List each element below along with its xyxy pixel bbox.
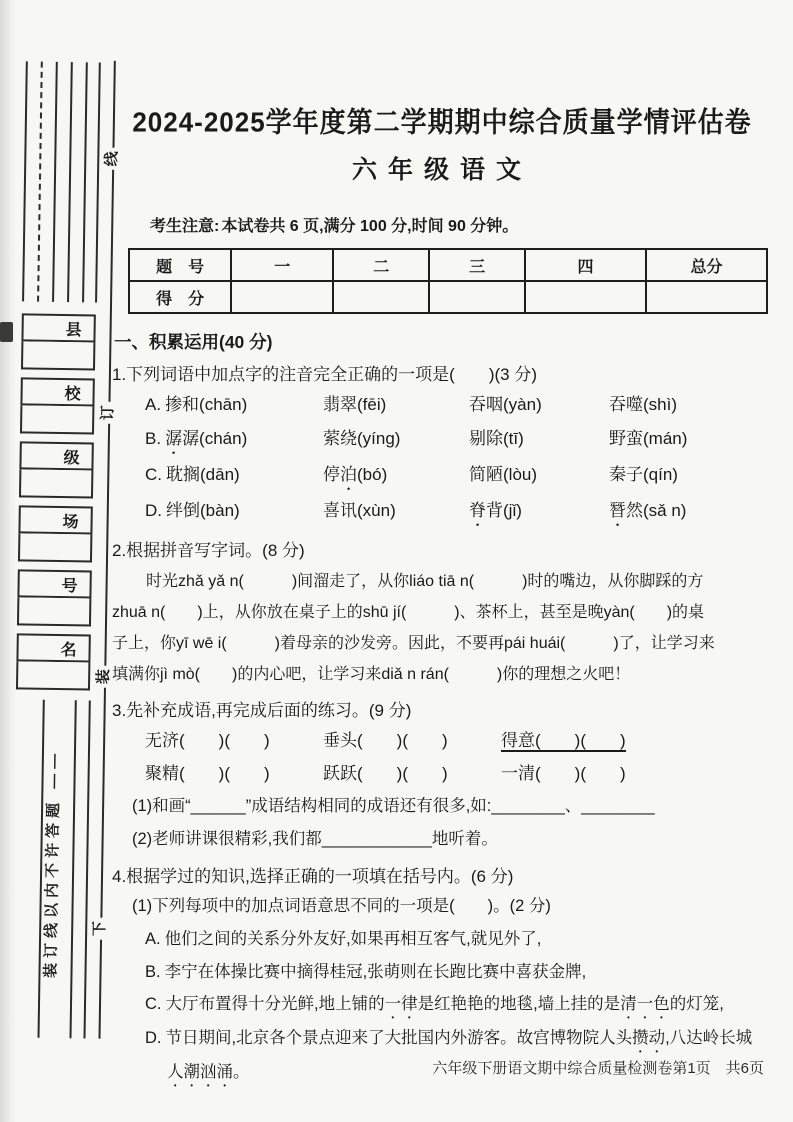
candidate-notice: [150, 213, 772, 236]
option-label: B.: [145, 429, 162, 448]
notice-text: 本试卷共 6 页,满分 100 分,时间 90 分钟。: [221, 218, 519, 235]
field-label: 场: [18, 505, 92, 534]
option-text: 节日期间,北京各个景点迎来了大批国内外游客。故宫博物院人头攒动,八达岭长城: [165, 1029, 753, 1047]
question-4-option-c: [145, 988, 772, 1022]
field-label: 县: [21, 313, 95, 342]
field-blank: [20, 405, 94, 434]
margin-field-room: [18, 505, 93, 562]
field-blank: [18, 533, 92, 562]
word-pinyin: 野蛮(mán): [609, 429, 688, 448]
score-table-cell: 二: [333, 249, 429, 281]
option-label: C.: [145, 465, 162, 484]
page-subtitle: 六年级语文: [351, 156, 532, 184]
score-table-cell: 题 号: [129, 249, 231, 281]
word-pinyin: 脊背(jǐ): [469, 501, 522, 520]
field-blank: [16, 661, 90, 690]
option-text: 大厅布置得十分光鲜,地上铺的一律是红艳艳的地毯,墙上挂的是清一色的灯笼,: [165, 995, 724, 1013]
margin-field-name: [16, 633, 91, 690]
question-4-option-a: [145, 923, 772, 956]
score-table-cell: 得 分: [129, 281, 231, 313]
fold-line-char-xia: 下: [90, 918, 110, 940]
option-label: C.: [145, 995, 162, 1013]
score-table-empty-cell: [646, 281, 767, 313]
field-label: 校: [20, 377, 94, 406]
option-text: 李宁在体操比赛中摘得桂冠,张萌则在长跑比赛中喜获金牌,: [164, 962, 587, 981]
option-label: A.: [145, 395, 162, 414]
idiom-blank: 一清( )( ): [501, 764, 626, 783]
margin-rule-line: [52, 62, 58, 302]
word-pinyin: 翡翠(fēi): [323, 395, 387, 414]
word-pinyin: 停泊(bó): [323, 465, 388, 484]
question-3-idiom-row-2: [145, 757, 772, 790]
word-pinyin: 剔除(tī): [469, 429, 524, 448]
option-cell: [145, 388, 323, 422]
section-1-heading: 一、积累运用(40 分): [114, 332, 273, 352]
score-table-cell: 总分: [646, 249, 767, 281]
exam-content: [112, 0, 772, 1090]
binding-warning-text: 装订线以内不许答题 ——: [42, 748, 64, 979]
question-1-option-row-b: [145, 422, 772, 458]
option-label: D.: [145, 1029, 162, 1047]
question-2-passage: [112, 566, 772, 690]
field-blank: [17, 597, 91, 626]
margin-rule-line: [83, 700, 90, 1038]
word-pinyin: 秦子(qín): [609, 465, 678, 484]
notice-label: 考生注意:: [150, 218, 220, 235]
word-pinyin: 绊倒(bàn): [166, 501, 240, 520]
score-table: [128, 248, 768, 314]
score-table-empty-cell: [429, 281, 525, 313]
question-4-stem: 4.根据学过的知识,选择正确的一项填在括号内。(6 分): [112, 867, 514, 886]
word-pinyin: 吞噬(shì): [609, 395, 677, 414]
option-cell: [145, 458, 323, 494]
margin-rule-line: [95, 63, 101, 303]
question-1-stem: 1.下列词语中加点字的注音完全正确的一项是( )(3 分): [112, 365, 537, 384]
score-table-cell: 三: [429, 249, 525, 281]
fold-line-char-ding: 订: [98, 402, 118, 424]
passage-line: 子上，你yī wē i( )着母亲的沙发旁。因此，不要再pái huái( )了，让学习来: [112, 635, 715, 652]
field-label: 级: [19, 441, 93, 470]
score-table-empty-cell: [231, 281, 333, 313]
margin-field-school: [20, 377, 95, 434]
word-pinyin: 掺和(chān): [165, 395, 248, 414]
passage-line: zhuā n( )上，从你放在桌子上的shū jí( )、茶杯上，甚至是晚yàn( )的桌: [112, 604, 705, 621]
field-blank: [21, 341, 95, 370]
question-4-option-d: [145, 1022, 772, 1056]
score-table-empty-cell: [525, 281, 646, 313]
margin-rule-line: [67, 62, 73, 302]
question-2-stem: 2.根据拼音写字词。(8 分): [112, 541, 305, 560]
score-table-cell: 四: [525, 249, 646, 281]
option-text: 人潮汹涌。: [167, 1063, 250, 1081]
score-table-empty-cell: [333, 281, 429, 313]
field-label: 号: [17, 569, 91, 598]
word-pinyin: 萦绕(yíng): [323, 429, 401, 448]
score-table-header-row: [129, 249, 767, 281]
question-3-sub-2: (2)老师讲课很精彩,我们都____________地听着。: [132, 830, 498, 848]
word-pinyin: 喜讯(xùn): [323, 501, 396, 520]
passage-line: 填满你jì mò( )的内心吧，让学习来diǎ n rán( )你的理想之火吧！: [112, 666, 631, 683]
margin-field-number: [17, 569, 92, 626]
question-3-idiom-row-1: [145, 724, 772, 757]
question-3-stem: 3.先补充成语,再完成后面的练习。(9 分): [112, 701, 412, 720]
question-4-sub-1: (1)下列每项中的加点词语意思不同的一项是( )。(2 分): [132, 897, 551, 915]
margin-rule-line: [69, 700, 76, 1038]
idiom-blank: 无济( )( ): [145, 731, 270, 750]
option-cell: [145, 494, 323, 530]
field-blank: [19, 469, 93, 498]
fold-line-char-zhuang: 装: [94, 666, 114, 688]
word-pinyin: 简陋(lòu): [469, 465, 538, 484]
page-footer: 六年级下册语文期中综合质量检测卷第1页 共6页: [432, 1060, 764, 1077]
student-info-fields: [16, 313, 96, 698]
field-label: 名: [16, 633, 90, 662]
fold-line-char-xian: 线: [102, 148, 122, 170]
margin-rule-line: [82, 62, 88, 302]
idiom-blank: 垂头( )( ): [323, 731, 448, 750]
question-3-sub-1: (1)和画“______”成语结构相同的成语还有很多,如:________、________: [132, 797, 655, 815]
margin-field-county: [21, 313, 96, 370]
idiom-blank: 聚精( )( ): [145, 764, 270, 783]
question-1-option-row-a: [145, 388, 772, 422]
option-cell: [145, 422, 323, 458]
word-pinyin: 耽搁(dān): [166, 465, 240, 484]
option-label: D.: [145, 501, 162, 520]
word-pinyin: 吞咽(yàn): [469, 395, 542, 414]
word-pinyin: 潺潺(chán): [165, 429, 248, 448]
page-title: 2024-2025学年度第二学期期中综合质量学情评估卷: [132, 106, 752, 138]
score-table-score-row: [129, 281, 767, 313]
option-label: B.: [145, 962, 161, 981]
passage-line: 时光zhǎ yǎ n( )间溜走了，从你liáo tiā n( )时的嘴边，从你脚踩的方: [146, 573, 704, 590]
option-text: 他们之间的关系分外友好,如果再相互客气,就见外了,: [164, 930, 542, 948]
margin-field-class: [19, 441, 94, 498]
question-1-option-row-c: [145, 458, 772, 494]
scan-artifact: [0, 322, 13, 342]
question-1-option-row-d: [145, 494, 772, 530]
question-4-option-b: [145, 956, 772, 989]
word-pinyin: 朁然(sǎ n): [609, 501, 687, 520]
margin-rule-line: [22, 61, 28, 301]
idiom-blank: 跃跃( )( ): [323, 764, 448, 783]
score-table-cell: 一: [231, 249, 333, 281]
margin-rule-line-dashed: [37, 62, 43, 302]
idiom-blank-underlined: 得意( )( ): [501, 731, 626, 750]
option-label: A.: [145, 930, 161, 948]
